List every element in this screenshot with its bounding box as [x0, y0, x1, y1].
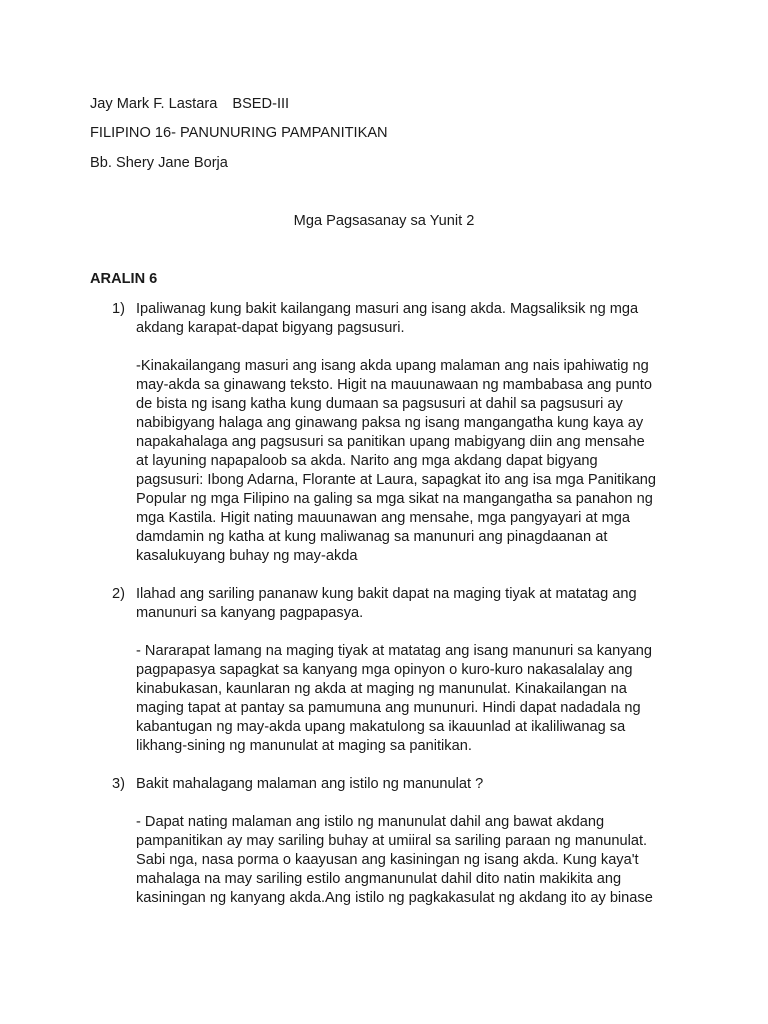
section-heading: ARALIN 6: [90, 271, 158, 287]
exercise-item-2: [90, 585, 680, 756]
item-question: Bakit mahalagang malaman ang istilo ng manunulat ?: [136, 776, 484, 792]
subject-line: FILIPINO 16- PANUNURING PAMPANITIKAN: [90, 125, 388, 141]
author-line: [90, 95, 289, 113]
author-course: BSED-III: [232, 96, 290, 112]
instructor-line: Bb. Shery Jane Borja: [90, 155, 228, 171]
item-number: 3): [112, 776, 125, 792]
item-answer: - Dapat nating malaman ang istilo ng manunulat dahil ang bawat akdang pampanitikan ay may sariling buhay at umiiral sa sariling paraan ng manunulat. Sabi nga, nasa porma o kaayusan ang kasiningan ng isang akda. Kung kaya't mahalaga na may sariling estilo angmanunulat dahil dito natin makikita ang kasiningan ng kanyang akda.Ang istilo ng pagkakasulat ng akdang ito ay binase: [136, 814, 653, 906]
item-question: Ilahad ang sariling pananaw kung bakit dapat na maging tiyak at matatag ang manunuri sa kanyang pagpapasya.: [136, 586, 637, 621]
document-title: Mga Pagsasanay sa Yunit 2: [293, 213, 475, 229]
exercise-item-3: [90, 775, 680, 908]
item-number: 2): [112, 586, 125, 602]
exercise-item-1: [90, 300, 680, 566]
item-number: 1): [112, 301, 125, 317]
item-question: Ipaliwanag kung bakit kailangang masuri ang isang akda. Magsaliksik ng mga akdang karapat-dapat bigyang pagsusuri.: [136, 301, 639, 336]
item-answer: - Nararapat lamang na maging tiyak at matatag ang isang manunuri sa kanyang pagpapasya sapagkat sa kanyang mga opinyon o kuro-kuro nakasalalay ang kinabukasan, kaunlaran ng akda at maging ng manunulat. Kinakailangan na maging tapat at pantay sa pamumuna ang mununuri. Hindi dapat nadadala ng kabantugan ng may-akda upang makatulong sa ikauunlad at ikaliliwanag sa likhang-sining ng manunulat at maging sa panitikan.: [136, 643, 652, 754]
item-answer: -Kinakailangang masuri ang isang akda upang malaman ang nais ipahiwatig ng may-akda sa ginawang teksto. Higit na mauunawaan ng mambabasa ang punto de bista ng isang katha kung dumaan sa pagsusuri at dahil sa pagsusuri ay nabibigyang halaga ang ginawang paksa ng isang mangangatha kung kaya ay napakahalaga ang pagsusuri sa panitikan upang mabigyang diin ang mensahe at layuning napapaloob sa akda. Narito ang mga akdang dapat bigyang pagsusuri: Ibong Adarna, Florante at Laura, sapagkat ito ang isa mga Panitikang Popular ng mga Filipino na galing sa mga sikat na mangangatha sa panahon ng mga Kastila. Higit nating mauunawan ang mensahe, mga pangyayari at mga damdamin ng katha at kung maliwanag sa manunuri ang pinagdaanan at kasalukuyang buhay ng may-akda: [136, 358, 657, 564]
exercise-list: [90, 300, 680, 927]
author-name: Jay Mark F. Lastara: [90, 96, 218, 112]
